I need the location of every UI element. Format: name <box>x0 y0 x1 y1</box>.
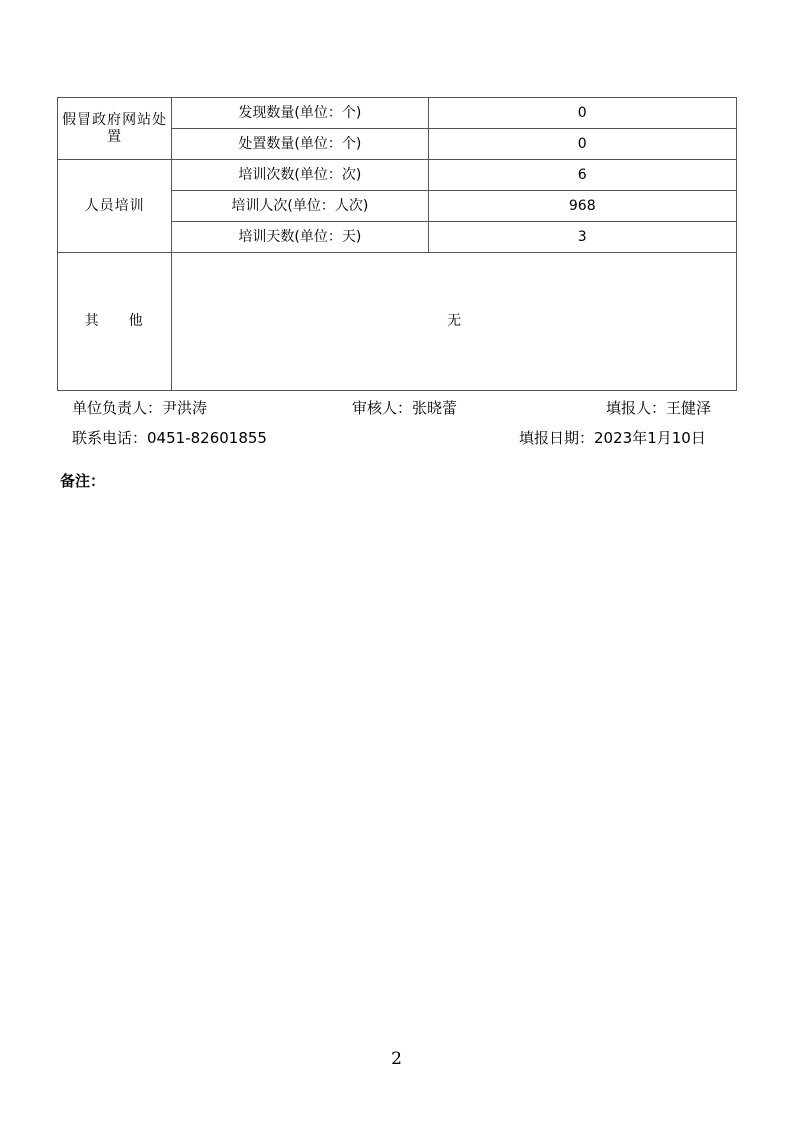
table-row-other <box>58 253 737 391</box>
date-label: 填报日期： <box>519 429 595 447</box>
row-value: 3 <box>428 222 736 253</box>
filler-label: 填报人： <box>606 399 667 417</box>
group-label-fake-sites: 假冒政府网站处置 <box>58 98 172 160</box>
contact-phone <box>72 427 267 448</box>
row-value: 968 <box>428 191 736 222</box>
filler <box>606 397 711 418</box>
responsible-label: 单位负责人： <box>72 399 163 417</box>
responsible-person <box>72 397 207 418</box>
other-value: 无 <box>172 253 737 391</box>
other-label-part1: 其 <box>84 313 101 330</box>
page-number: 2 <box>391 1049 402 1069</box>
row-value: 6 <box>428 160 736 191</box>
reviewer <box>352 397 457 418</box>
row-value: 0 <box>428 98 736 129</box>
fill-date <box>519 427 706 448</box>
row-label: 培训次数(单位：次) <box>172 160 428 191</box>
phone-value: 0451-82601855 <box>147 429 267 447</box>
responsible-name: 尹洪涛 <box>162 399 208 417</box>
row-label: 发现数量(单位：个) <box>172 98 428 129</box>
phone-label: 联系电话： <box>72 429 148 447</box>
row-label: 培训天数(单位：天) <box>172 222 428 253</box>
table-row <box>58 98 737 129</box>
notes-label: 备注： <box>60 472 106 490</box>
reviewer-label: 审核人： <box>352 399 413 417</box>
row-label: 培训人次(单位：人次) <box>172 191 428 222</box>
filler-name: 王健泽 <box>666 399 712 417</box>
other-label-part2: 他 <box>128 313 145 330</box>
reviewer-name: 张晓蕾 <box>412 399 458 417</box>
row-value: 0 <box>428 129 736 160</box>
statistics-table <box>57 97 737 391</box>
table-row <box>58 160 737 191</box>
group-label-other <box>58 253 172 391</box>
date-value: 2023年1月10日 <box>594 429 706 447</box>
row-label: 处置数量(单位：个) <box>172 129 428 160</box>
group-label-training: 人员培训 <box>58 160 172 253</box>
